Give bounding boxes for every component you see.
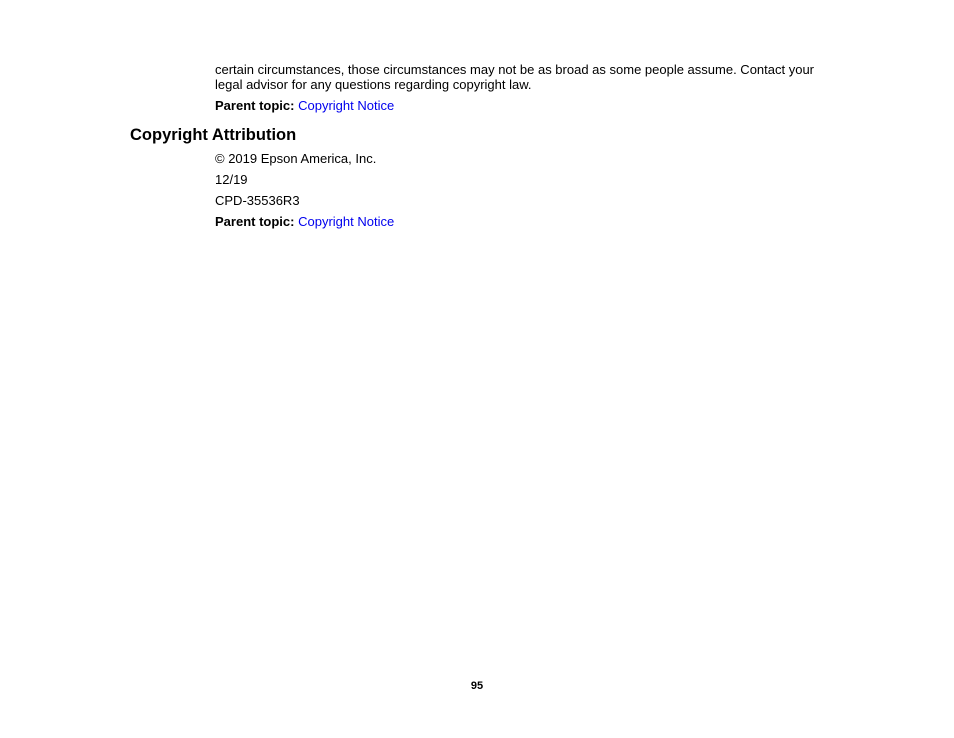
section-heading: Copyright Attribution — [130, 126, 297, 144]
parent-topic-1 — [215, 98, 394, 113]
copyright-notice-link[interactable]: Copyright Notice — [298, 98, 395, 113]
parent-topic-label: Parent topic: — [215, 214, 295, 229]
continuation-line-2: legal advisor for any questions regarding copyright law. — [215, 77, 532, 92]
document-code: CPD-35536R3 — [215, 193, 300, 208]
continuation-line-1: certain circumstances, those circumstances may not be as broad as some people assume. Contact your — [215, 62, 815, 77]
date-line: 12/19 — [215, 172, 248, 187]
parent-topic-label: Parent topic: — [215, 98, 295, 113]
parent-topic-2 — [215, 214, 394, 229]
copyright-line: © 2019 Epson America, Inc. — [215, 151, 377, 166]
copyright-notice-link[interactable]: Copyright Notice — [298, 214, 395, 229]
continuation-paragraph — [215, 62, 814, 92]
page-number: 95 — [470, 680, 484, 692]
